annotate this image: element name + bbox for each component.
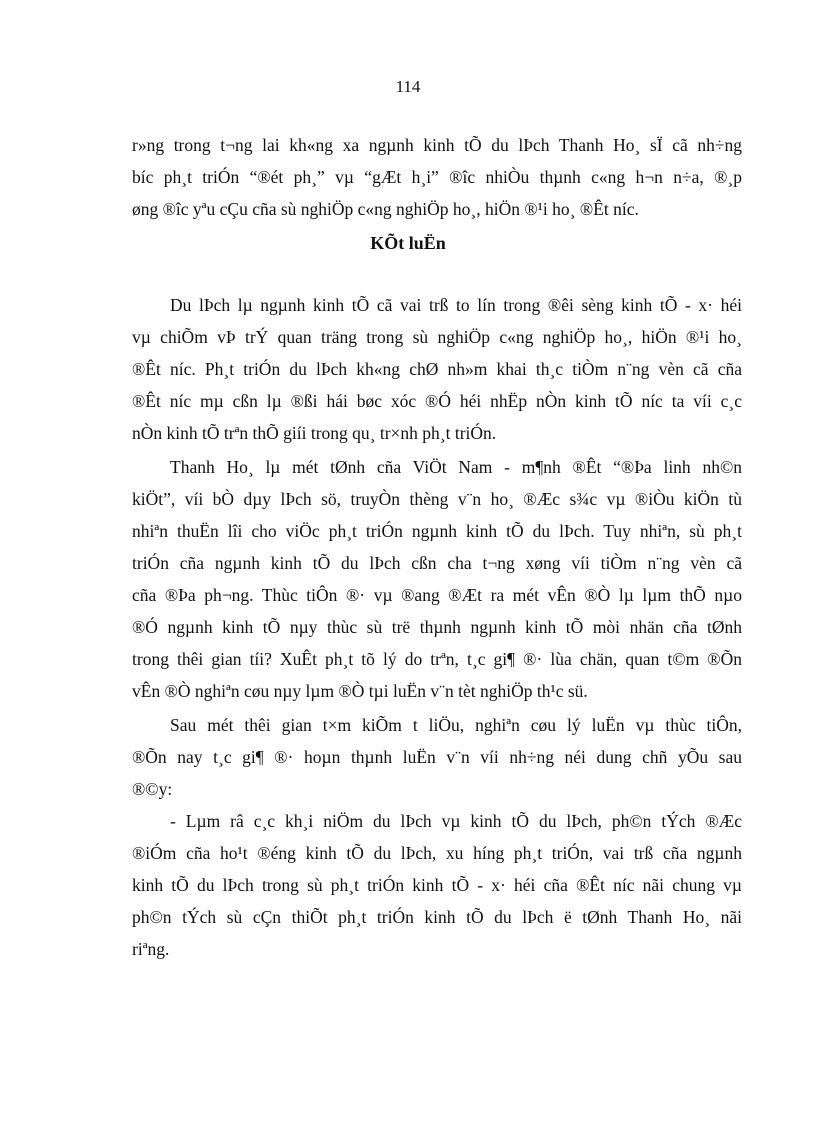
text-line: ®Êt níc mµ cßn lµ ®ßi hái bøc xóc ®Ó héi nhËp nÒn kinh tÕ níc ta víi c¸c <box>132 391 742 411</box>
text-line: ®Ó ngµnh kinh tÕ nµy thùc sù trë thµnh ngµnh kinh tÕ mòi nhän cña tØnh <box>132 617 742 637</box>
text-line: kiÖt”, víi bÒ dµy lÞch sö, truyÒn thèng v¨n ho¸ ®Æc s¾c vµ ®iÒu kiÖn tù <box>132 489 742 509</box>
text-line: riªng. <box>132 939 170 959</box>
text-line: Du lÞch lµ ngµnh kinh tÕ cã vai trß to lín trong ®êi sèng kinh tÕ - x· héi <box>170 295 742 315</box>
text-line: ph©n tÝch sù cÇn thiÕt ph¸t triÓn kinh tÕ du lÞch ë tØnh Thanh Ho¸ nãi <box>132 907 742 927</box>
text-line: kinh tÕ du lÞch trong sù ph¸t triÓn kinh tÕ - x· héi cña ®Êt níc nãi chung vµ <box>132 875 742 895</box>
text-line: ®Õn nay t¸c gi¶ ®· hoµn thµnh luËn v¨n víi nh÷ng néi dung chñ yÕu sau <box>132 747 742 767</box>
section-heading: KÕt luËn <box>370 233 446 253</box>
text-line: nhiªn thuËn lîi cho viÖc ph¸t triÓn ngµnh kinh tÕ du lÞch. Tuy nhiªn, sù ph¸t <box>132 521 742 541</box>
text-line: vÊn ®Ò nghiªn cøu nµy lµm ®Ò tµi luËn v¨n tèt nghiÖp th¹c sü. <box>132 681 588 701</box>
text-line: ®iÓm cña ho¹t ®éng kinh tÕ du lÞch, xu híng ph¸t triÓn, vai trß cña ngµnh <box>132 843 742 863</box>
text-line: r»ng trong t¬ng lai kh«ng xa ngµnh kinh tÕ du lÞch Thanh Ho¸ sÏ cã nh÷ng <box>132 135 742 155</box>
text-line: triÓn cña ngµnh kinh tÕ du lÞch cßn cha t¬ng xøng víi tiÒm n¨ng vèn cã <box>132 553 742 573</box>
text-line: ®Êt níc. Ph¸t triÓn du lÞch kh«ng chØ nh»m khai th¸c tiÒm n¨ng vèn cã cña <box>132 359 742 379</box>
text-line: Sau mét thêi gian t×m kiÕm t liÖu, nghiªn cøu lý luËn vµ thùc tiÔn, <box>170 715 742 735</box>
text-line: vµ chiÕm vÞ trÝ quan träng trong sù nghiÖp c«ng nghiÖp ho¸, hiÖn ®¹i ho¸ <box>132 327 742 347</box>
text-line: - Lµm râ c¸c kh¸i niÖm du lÞch vµ kinh tÕ du lÞch, ph©n tÝch ®Æc <box>170 811 742 831</box>
text-line: ®©y: <box>132 779 173 799</box>
text-line: øng ®îc yªu cÇu cña sù nghiÖp c«ng nghiÖp ho¸, hiÖn ®¹i ho¸ ®Êt níc. <box>132 199 639 219</box>
text-line: trong thêi gian tíi? XuÊt ph¸t tõ lý do trªn, t¸c gi¶ ®· lùa chän, quan t©m ®Õn <box>132 649 742 669</box>
text-line: cña ®Þa ph¬ng. Thùc tiÔn ®· vµ ®ang ®Æt ra mét vÊn ®Ò lµ lµm thÕ nµo <box>132 585 742 605</box>
page-number: 114 <box>395 77 421 96</box>
text-line: bíc ph¸t triÓn “®ét ph¸” vµ “gÆt h¸i” ®îc nhiÒu thµnh c«ng h¬n n÷a, ®¸p <box>132 167 742 187</box>
text-line: nÒn kinh tÕ trªn thÕ giíi trong qu¸ tr×nh ph¸t triÓn. <box>132 423 497 443</box>
text-line: Thanh Ho¸ lµ mét tØnh cña ViÖt Nam - m¶nh ®Êt “®Þa linh nh©n <box>170 457 742 477</box>
